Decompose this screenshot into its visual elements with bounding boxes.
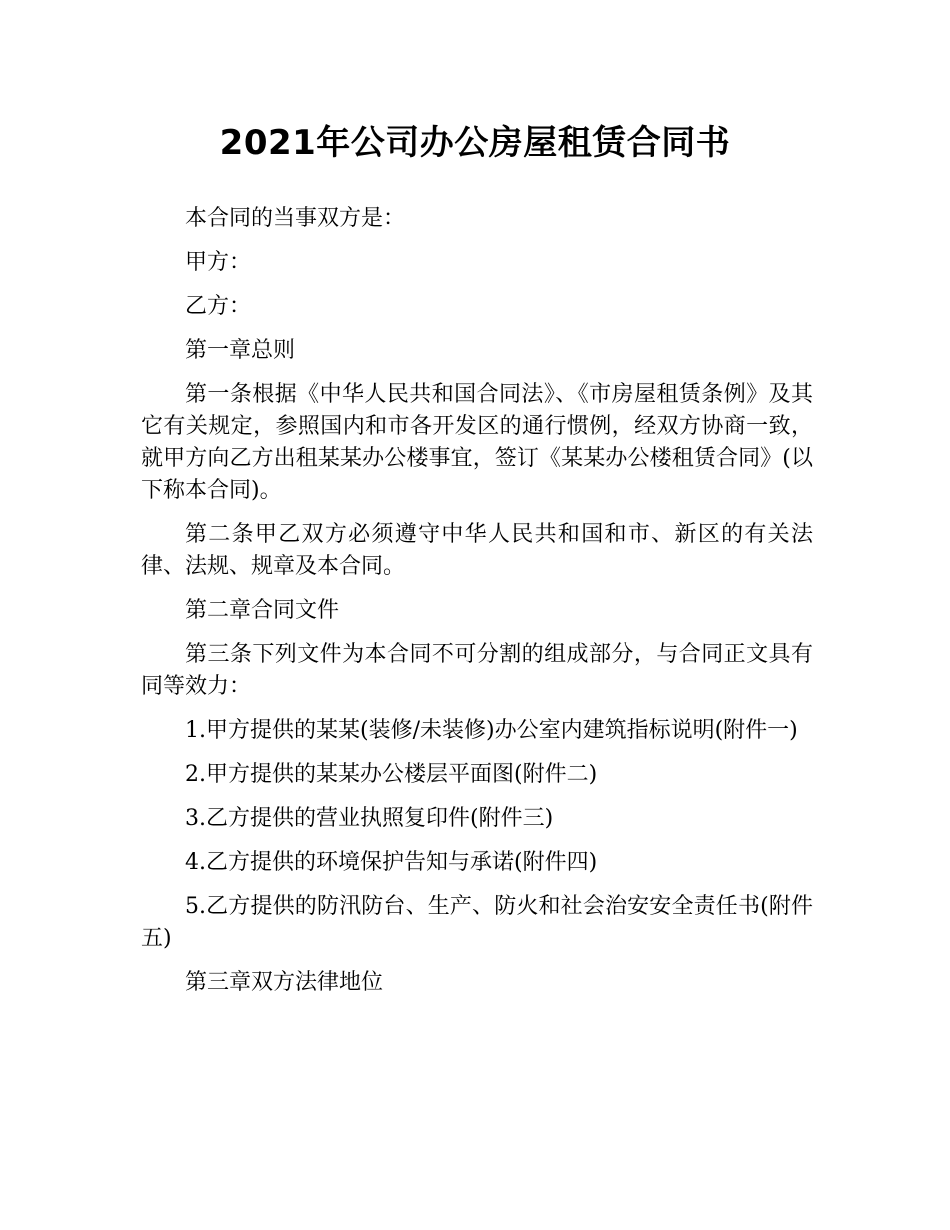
article-1: 第一条根据《中华人民共和国合同法》、《市房屋租赁条例》及其它有关规定，参照国内和市各开发区的通行惯例，经双方协商一致，就甲方向乙方出租某某办公楼事宜，签订《某某办公楼租赁合同》(以下称本合同)。 bbox=[141, 382, 813, 503]
chapter-heading-2: 第二章合同文件 bbox=[185, 598, 340, 623]
paragraph-party-b: 乙方： bbox=[185, 294, 252, 319]
list-item-attachment-2: 2.甲方提供的某某办公楼层平面图(附件二) bbox=[185, 762, 598, 787]
article-2: 第二条甲乙双方必须遵守中华人民共和国和市、新区的有关法律、法规、规章及本合同。 bbox=[141, 522, 813, 579]
paragraph-parties-intro: 本合同的当事双方是： bbox=[185, 206, 406, 231]
document-body bbox=[141, 203, 813, 1011]
chapter-heading-1: 第一章总则 bbox=[185, 338, 296, 363]
chapter-heading-3: 第三章双方法律地位 bbox=[185, 970, 384, 995]
list-item-attachment-4: 4.乙方提供的环境保护告知与承诺(附件四) bbox=[185, 850, 598, 875]
list-item-attachment-5: 5.乙方提供的防汛防台、生产、防火和社会治安安全责任书(附件五) bbox=[141, 894, 813, 951]
list-item-attachment-1: 1.甲方提供的某某(装修/未装修)办公室内建筑指标说明(附件一) bbox=[185, 718, 798, 743]
article-3: 第三条下列文件为本合同不可分割的组成部分，与合同正文具有同等效力： bbox=[141, 642, 813, 699]
list-item-attachment-3: 3.乙方提供的营业执照复印件(附件三) bbox=[185, 806, 554, 831]
paragraph-party-a: 甲方： bbox=[185, 250, 252, 275]
document-title: 2021年公司办公房屋租赁合同书 bbox=[219, 123, 731, 163]
